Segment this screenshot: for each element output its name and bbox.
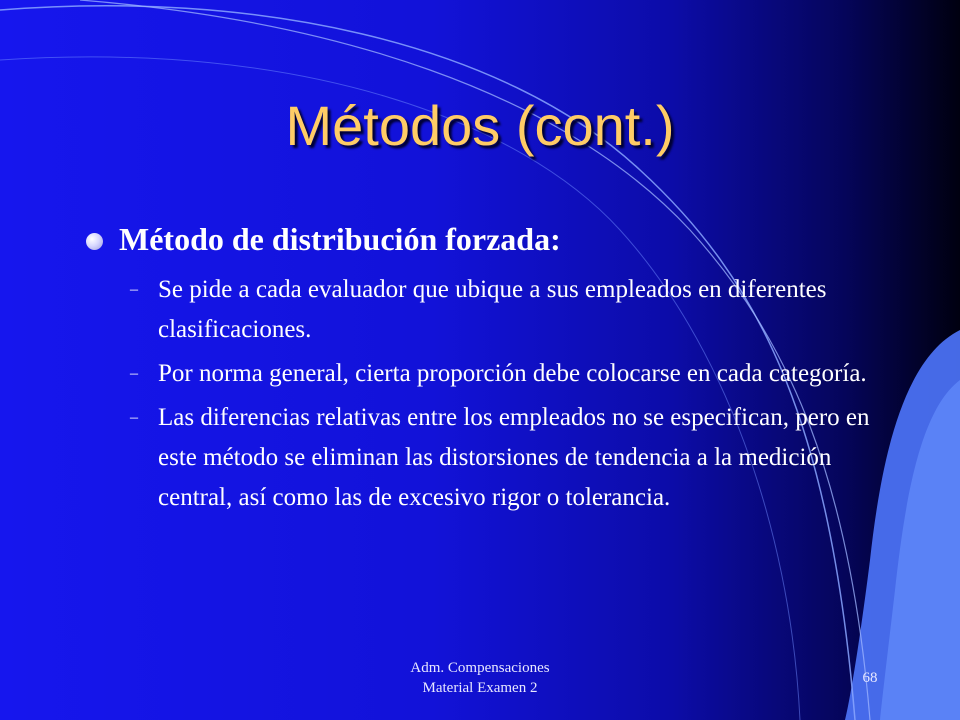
main-bullet <box>86 218 876 260</box>
sub-bullet-item <box>86 270 876 350</box>
page-number: 68 <box>862 670 878 686</box>
sub-bullet-item <box>86 398 876 518</box>
footer-line-2: Material Examen 2 <box>422 680 538 696</box>
slide-footer <box>340 658 620 698</box>
sub-bullet-text: Se pide a cada evaluador que ubique a sus empleados en diferentes clasificaciones. <box>158 276 827 343</box>
dash-icon: – <box>130 409 138 426</box>
slide-body <box>86 218 876 522</box>
dash-icon: – <box>130 365 138 382</box>
dash-icon: – <box>130 281 138 298</box>
main-bullet-text: Método de distribución forzada: <box>119 221 561 257</box>
slide-title: Métodos (cont.) <box>285 94 675 157</box>
sub-bullet-text: Las diferencias relativas entre los empleados no se especifican, pero en este método se eliminan las distorsiones de tendencia a la medición central, así como las de excesivo rigor o tolerancia. <box>158 404 870 511</box>
sub-bullet-item <box>86 354 876 394</box>
footer-line-1: Adm. Compensaciones <box>410 660 550 676</box>
sub-bullet-text: Por norma general, cierta proporción debe colocarse en cada categoría. <box>158 360 867 387</box>
bullet-dot-icon <box>86 233 103 250</box>
sub-bullet-list <box>86 270 876 518</box>
